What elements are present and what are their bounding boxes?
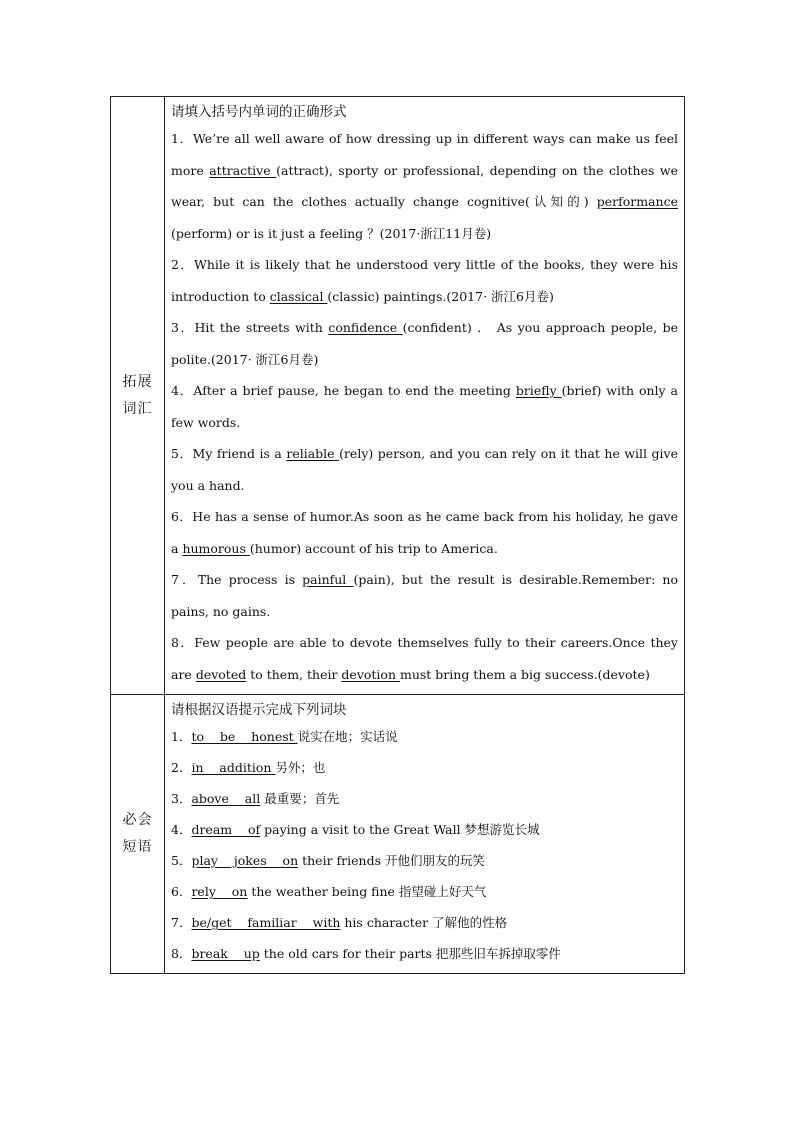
answer-blank: play jokes on xyxy=(191,853,299,868)
answer-blank: classical xyxy=(269,288,328,304)
phrase-item xyxy=(171,876,678,907)
question-item xyxy=(171,438,678,501)
item-number: 7． xyxy=(171,572,198,587)
item-number: 1． xyxy=(171,729,192,744)
section-vocabulary-row xyxy=(111,97,685,695)
item-text: 最重要；首先 xyxy=(260,791,340,806)
item-text: He has a sense of humor.As soon as he came back from his holiday, he gave a xyxy=(171,509,678,556)
item-text: (perform) or is it just a feeling ？(2017·浙江11月卷) xyxy=(171,225,492,241)
phrase-item xyxy=(171,783,678,814)
item-number: 5． xyxy=(171,446,193,461)
item-number: 8． xyxy=(171,635,195,650)
answer-blank: be/get familiar with xyxy=(191,915,341,930)
question-item xyxy=(171,312,678,375)
item-text: the old cars for their parts 把那些旧车拆掉取零件 xyxy=(259,946,561,961)
section-heading: 请填入括号内单词的正确形式 xyxy=(171,104,347,120)
item-number: 2． xyxy=(171,760,192,775)
answer-blank: dream of xyxy=(191,822,261,837)
answer-blank: break up xyxy=(191,946,260,961)
answer-blank: confidence xyxy=(328,320,403,335)
item-text: (pain), but the result is desirable.Remember: no pains, no gains. xyxy=(171,572,679,619)
item-number: 7． xyxy=(171,915,192,930)
item-text: to them, their xyxy=(246,666,342,682)
item-text: The process is xyxy=(197,572,303,587)
item-number: 3． xyxy=(171,791,192,806)
item-number: 6． xyxy=(171,884,192,899)
phrase-item xyxy=(171,721,678,752)
phrase-item xyxy=(171,814,678,845)
item-text: My friend is a xyxy=(192,446,287,461)
answer-blank: reliable xyxy=(286,446,340,461)
item-text: the weather being fine 指望碰上好天气 xyxy=(247,884,487,899)
answer-blank: above all xyxy=(191,791,261,806)
item-number: 2． xyxy=(171,257,194,272)
phrase-item xyxy=(171,752,678,783)
answer-blank: devoted xyxy=(195,666,247,682)
item-number: 6． xyxy=(171,509,193,524)
question-item xyxy=(171,123,678,249)
item-text: (rely) person, and you can rely on it that he will give you a hand. xyxy=(171,446,679,493)
item-number: 5． xyxy=(171,853,192,868)
item-text: (confident) ． As you approach people, be polite.(2017· 浙江6月卷) xyxy=(171,320,678,367)
answer-blank: performance xyxy=(596,194,678,209)
label-line: 必会 xyxy=(122,812,153,828)
item-text: his character 了解他的性格 xyxy=(340,915,508,930)
item-number: 8． xyxy=(171,946,192,961)
answer-blank: devotion xyxy=(341,666,400,682)
answer-blank: to be honest xyxy=(191,729,298,744)
answer-blank: attractive xyxy=(209,162,277,178)
item-text: 说实在地；实话说 xyxy=(297,729,398,744)
item-text: After a brief pause, he began to end the meeting xyxy=(193,383,516,398)
answer-blank: in addition xyxy=(191,760,276,775)
item-text: (attract), sporty or professional, depending on the clothes we wear, but can the clothes actually change cognitive(认知的) xyxy=(171,162,678,209)
phrase-item xyxy=(171,938,678,969)
item-text: (humor) account of his trip to America. xyxy=(249,540,498,556)
section-phrases-body xyxy=(165,695,685,974)
item-number: 3． xyxy=(171,320,195,335)
phrase-item xyxy=(171,845,678,876)
answer-blank: humorous xyxy=(182,540,250,556)
item-text: their friends 开他们朋友的玩笑 xyxy=(298,853,485,868)
item-text: While it is likely that he understood very little of the books, they were his introduction to xyxy=(171,257,679,304)
label-line: 词汇 xyxy=(122,400,153,417)
answer-blank: rely on xyxy=(191,884,248,899)
item-number: 4． xyxy=(171,383,194,398)
item-text: (brief) with only a few words. xyxy=(171,383,678,430)
phrase-item xyxy=(171,907,678,938)
answer-blank: briefly xyxy=(515,383,562,398)
section-vocabulary-body xyxy=(165,97,685,695)
label-line: 拓展 xyxy=(122,373,153,390)
question-item xyxy=(171,501,678,564)
item-text: Hit the streets with xyxy=(194,320,329,335)
question-item xyxy=(171,627,678,690)
question-item xyxy=(171,249,678,312)
section-phrases-row xyxy=(111,695,685,974)
section-vocabulary-label xyxy=(111,97,165,695)
section-phrases-label xyxy=(111,695,165,974)
answer-blank: painful xyxy=(302,572,354,587)
label-line: 短语 xyxy=(122,839,153,855)
item-text: paying a visit to the Great Wall 梦想游览长城 xyxy=(260,822,540,837)
question-item xyxy=(171,375,678,438)
exercise-table xyxy=(110,96,685,974)
item-text: Few people are able to devote themselves fully to their careers.Once they are xyxy=(171,635,678,682)
item-text: 另外；也 xyxy=(275,760,326,775)
item-number: 1． xyxy=(171,131,193,146)
item-text: must bring them a big success.(devote) xyxy=(399,666,650,682)
item-text: (classic) paintings.(2017· 浙江6月卷) xyxy=(327,288,554,304)
item-number: 4． xyxy=(171,822,192,837)
question-item xyxy=(171,564,678,627)
item-text: We’re all well aware of how dressing up in different ways can make us feel more xyxy=(171,131,679,178)
section-heading: 请根据汉语提示完成下列词块 xyxy=(171,702,347,718)
